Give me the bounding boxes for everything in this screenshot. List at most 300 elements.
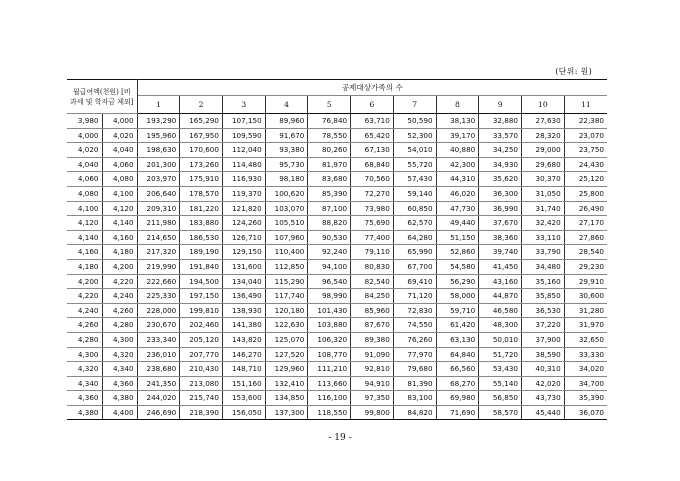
tax-amount-cell: 82,540: [351, 274, 394, 289]
table-row: [67, 128, 607, 143]
tax-amount-cell: 25,120: [564, 172, 607, 187]
income-to-cell: 4,280: [102, 318, 137, 333]
tax-amount-cell: 105,510: [265, 216, 308, 231]
tax-amount-cell: 191,840: [180, 259, 223, 274]
tax-amount-cell: 41,450: [479, 259, 522, 274]
tax-amount-cell: 207,770: [180, 347, 223, 362]
tax-amount-cell: 22,380: [564, 114, 607, 129]
tax-amount-cell: 58,570: [479, 405, 522, 420]
tax-amount-cell: 238,680: [137, 362, 180, 377]
table-row: [67, 332, 607, 347]
tax-amount-cell: 30,370: [521, 172, 564, 187]
income-to-cell: 4,080: [102, 172, 137, 187]
tax-amount-cell: 35,390: [564, 391, 607, 406]
tax-amount-cell: 87,670: [351, 318, 394, 333]
income-to-cell: 4,260: [102, 303, 137, 318]
tax-amount-cell: 132,410: [265, 376, 308, 391]
tax-amount-cell: 97,350: [351, 391, 394, 406]
table-row: [67, 216, 607, 231]
tax-amount-cell: 43,160: [479, 274, 522, 289]
dependents-header: 공제대상가족의 수: [137, 80, 607, 96]
tax-amount-cell: 28,320: [521, 128, 564, 143]
tax-amount-cell: 72,270: [351, 186, 394, 201]
income-from-cell: 4,000: [67, 128, 102, 143]
tax-amount-cell: 58,000: [436, 289, 479, 304]
family-count-header: 2: [180, 96, 223, 114]
tax-amount-cell: 197,150: [180, 289, 223, 304]
income-from-cell: 4,280: [67, 332, 102, 347]
table-row: [67, 230, 607, 245]
tax-amount-cell: 33,110: [521, 230, 564, 245]
tax-amount-cell: 115,290: [265, 274, 308, 289]
income-to-cell: 4,180: [102, 245, 137, 260]
page-number: - 19 -: [328, 433, 352, 443]
tax-amount-cell: 65,420: [351, 128, 394, 143]
tax-amount-cell: 60,850: [393, 201, 436, 216]
tax-amount-cell: 110,400: [265, 245, 308, 260]
tax-amount-cell: 175,910: [180, 172, 223, 187]
income-from-cell: 4,120: [67, 216, 102, 231]
table-row: [67, 274, 607, 289]
tax-amount-cell: 146,270: [222, 347, 265, 362]
income-from-cell: 4,240: [67, 303, 102, 318]
tax-amount-cell: 87,100: [308, 201, 351, 216]
tax-amount-cell: 69,980: [436, 391, 479, 406]
tax-amount-cell: 29,910: [564, 274, 607, 289]
tax-amount-cell: 83,680: [308, 172, 351, 187]
tax-amount-cell: 148,710: [222, 362, 265, 377]
tax-amount-cell: 100,620: [265, 186, 308, 201]
tax-amount-cell: 218,390: [180, 405, 223, 420]
tax-amount-cell: 64,280: [393, 230, 436, 245]
tax-amount-cell: 62,570: [393, 216, 436, 231]
tax-amount-cell: 124,260: [222, 216, 265, 231]
tax-amount-cell: 114,480: [222, 157, 265, 172]
table-row: [67, 405, 607, 420]
tax-amount-cell: 101,430: [308, 303, 351, 318]
income-to-cell: 4,320: [102, 347, 137, 362]
tax-amount-cell: 90,530: [308, 230, 351, 245]
tax-amount-cell: 189,190: [180, 245, 223, 260]
tax-amount-cell: 112,040: [222, 143, 265, 158]
table-row: [67, 289, 607, 304]
tax-amount-cell: 31,740: [521, 201, 564, 216]
tax-table: [67, 79, 607, 420]
tax-amount-cell: 79,110: [351, 245, 394, 260]
tax-amount-cell: 75,690: [351, 216, 394, 231]
tax-amount-cell: 77,400: [351, 230, 394, 245]
income-from-cell: 4,080: [67, 186, 102, 201]
tax-amount-cell: 54,010: [393, 143, 436, 158]
tax-amount-cell: 69,410: [393, 274, 436, 289]
tax-amount-cell: 47,730: [436, 201, 479, 216]
table-row: [67, 157, 607, 172]
family-count-header: 11: [564, 96, 607, 114]
tax-amount-cell: 236,010: [137, 347, 180, 362]
tax-amount-cell: 54,580: [436, 259, 479, 274]
tax-amount-cell: 95,730: [265, 157, 308, 172]
tax-amount-cell: 215,740: [180, 391, 223, 406]
tax-amount-cell: 84,250: [351, 289, 394, 304]
tax-amount-cell: 181,220: [180, 201, 223, 216]
tax-amount-cell: 78,550: [308, 128, 351, 143]
tax-amount-cell: 40,310: [521, 362, 564, 377]
tax-amount-cell: 49,440: [436, 216, 479, 231]
family-count-header: 10: [521, 96, 564, 114]
table-row: [67, 172, 607, 187]
family-count-header: 6: [351, 96, 394, 114]
tax-amount-cell: 167,950: [180, 128, 223, 143]
tax-amount-cell: 68,840: [351, 157, 394, 172]
tax-amount-cell: 40,880: [436, 143, 479, 158]
tax-amount-cell: 23,750: [564, 143, 607, 158]
table-row: [67, 201, 607, 216]
tax-amount-cell: 38,590: [521, 347, 564, 362]
tax-amount-cell: 96,540: [308, 274, 351, 289]
tax-amount-cell: 80,260: [308, 143, 351, 158]
family-count-header-row: [67, 96, 607, 114]
tax-amount-cell: 131,600: [222, 259, 265, 274]
tax-amount-cell: 85,960: [351, 303, 394, 318]
tax-amount-cell: 94,100: [308, 259, 351, 274]
income-from-cell: 4,220: [67, 289, 102, 304]
tax-amount-cell: 219,990: [137, 259, 180, 274]
tax-amount-cell: 38,360: [479, 230, 522, 245]
tax-amount-cell: 201,300: [137, 157, 180, 172]
tax-amount-cell: 119,370: [222, 186, 265, 201]
income-to-cell: 4,060: [102, 157, 137, 172]
tax-amount-cell: 29,680: [521, 157, 564, 172]
tax-amount-cell: 122,630: [265, 318, 308, 333]
income-from-cell: 4,300: [67, 347, 102, 362]
tax-amount-cell: 80,830: [351, 259, 394, 274]
tax-amount-cell: 44,310: [436, 172, 479, 187]
tax-amount-cell: 99,800: [351, 405, 394, 420]
income-from-cell: 4,060: [67, 172, 102, 187]
tax-amount-cell: 32,420: [521, 216, 564, 231]
tax-amount-cell: 125,070: [265, 332, 308, 347]
tax-amount-cell: 156,050: [222, 405, 265, 420]
tax-amount-cell: 233,340: [137, 332, 180, 347]
tax-amount-cell: 107,960: [265, 230, 308, 245]
table-row: [67, 303, 607, 318]
income-from-cell: 4,180: [67, 259, 102, 274]
tax-amount-cell: 34,700: [564, 376, 607, 391]
tax-amount-cell: 35,160: [521, 274, 564, 289]
tax-amount-cell: 121,820: [222, 201, 265, 216]
tax-amount-cell: 52,300: [393, 128, 436, 143]
tax-amount-cell: 113,660: [308, 376, 351, 391]
tax-amount-cell: 50,590: [393, 114, 436, 129]
tax-amount-cell: 193,290: [137, 114, 180, 129]
tax-amount-cell: 28,540: [564, 245, 607, 260]
tax-amount-cell: 27,170: [564, 216, 607, 231]
tax-amount-cell: 43,730: [521, 391, 564, 406]
tax-amount-cell: 137,300: [265, 405, 308, 420]
income-from-cell: 4,320: [67, 362, 102, 377]
tax-amount-cell: 46,020: [436, 186, 479, 201]
tax-amount-cell: 27,630: [521, 114, 564, 129]
tax-amount-cell: 31,970: [564, 318, 607, 333]
tax-amount-cell: 98,180: [265, 172, 308, 187]
tax-amount-cell: 33,570: [479, 128, 522, 143]
tax-amount-cell: 94,910: [351, 376, 394, 391]
tax-amount-cell: 33,330: [564, 347, 607, 362]
tax-amount-cell: 143,820: [222, 332, 265, 347]
tax-amount-cell: 246,690: [137, 405, 180, 420]
tax-amount-cell: 91,090: [351, 347, 394, 362]
tax-amount-cell: 206,640: [137, 186, 180, 201]
tax-amount-cell: 183,880: [180, 216, 223, 231]
tax-amount-cell: 81,970: [308, 157, 351, 172]
tax-amount-cell: 112,850: [265, 259, 308, 274]
table-body: [67, 114, 607, 420]
tax-amount-cell: 51,150: [436, 230, 479, 245]
table-row: [67, 143, 607, 158]
income-from-cell: 4,200: [67, 274, 102, 289]
tax-amount-cell: 57,430: [393, 172, 436, 187]
tax-amount-cell: 186,530: [180, 230, 223, 245]
tax-amount-cell: 34,930: [479, 157, 522, 172]
tax-amount-cell: 241,350: [137, 376, 180, 391]
tax-amount-cell: 134,040: [222, 274, 265, 289]
tax-amount-cell: 103,070: [265, 201, 308, 216]
tax-amount-cell: 138,930: [222, 303, 265, 318]
income-from-cell: 4,260: [67, 318, 102, 333]
family-count-header: 4: [265, 96, 308, 114]
income-to-cell: 4,240: [102, 289, 137, 304]
tax-amount-cell: 64,840: [436, 347, 479, 362]
tax-amount-cell: 230,670: [137, 318, 180, 333]
tax-amount-cell: 93,380: [265, 143, 308, 158]
tax-amount-cell: 27,860: [564, 230, 607, 245]
tax-amount-cell: 129,960: [265, 362, 308, 377]
tax-amount-cell: 217,320: [137, 245, 180, 260]
tax-amount-cell: 36,530: [521, 303, 564, 318]
tax-amount-cell: 50,010: [479, 332, 522, 347]
tax-amount-cell: 98,990: [308, 289, 351, 304]
income-to-cell: 4,160: [102, 230, 137, 245]
tax-amount-cell: 72,830: [393, 303, 436, 318]
income-to-cell: 4,220: [102, 274, 137, 289]
tax-amount-cell: 136,490: [222, 289, 265, 304]
income-from-cell: 3,980: [67, 114, 102, 129]
tax-amount-cell: 66,560: [436, 362, 479, 377]
tax-amount-cell: 120,180: [265, 303, 308, 318]
tax-amount-cell: 37,670: [479, 216, 522, 231]
tax-amount-cell: 205,120: [180, 332, 223, 347]
tax-amount-cell: 199,810: [180, 303, 223, 318]
tax-amount-cell: 36,070: [564, 405, 607, 420]
tax-amount-cell: 116,930: [222, 172, 265, 187]
tax-amount-cell: 24,430: [564, 157, 607, 172]
tax-amount-cell: 53,430: [479, 362, 522, 377]
income-from-cell: 4,100: [67, 201, 102, 216]
table-row: [67, 347, 607, 362]
income-from-cell: 4,140: [67, 230, 102, 245]
tax-amount-cell: 141,380: [222, 318, 265, 333]
income-to-cell: 4,360: [102, 376, 137, 391]
tax-amount-cell: 76,260: [393, 332, 436, 347]
tax-amount-cell: 106,320: [308, 332, 351, 347]
tax-amount-cell: 32,880: [479, 114, 522, 129]
tax-amount-cell: 35,850: [521, 289, 564, 304]
tax-amount-cell: 30,600: [564, 289, 607, 304]
tax-amount-cell: 65,990: [393, 245, 436, 260]
tax-amount-cell: 178,570: [180, 186, 223, 201]
income-to-cell: 4,020: [102, 128, 137, 143]
income-from-cell: 4,020: [67, 143, 102, 158]
income-to-cell: 4,100: [102, 186, 137, 201]
tax-amount-cell: 153,600: [222, 391, 265, 406]
tax-amount-cell: 213,080: [180, 376, 223, 391]
tax-amount-cell: 77,970: [393, 347, 436, 362]
income-to-cell: 4,340: [102, 362, 137, 377]
tax-amount-cell: 107,150: [222, 114, 265, 129]
tax-amount-cell: 44,870: [479, 289, 522, 304]
tax-amount-cell: 71,690: [436, 405, 479, 420]
tax-amount-cell: 195,960: [137, 128, 180, 143]
tax-amount-cell: 63,130: [436, 332, 479, 347]
tax-amount-cell: 165,290: [180, 114, 223, 129]
income-to-cell: 4,300: [102, 332, 137, 347]
tax-amount-cell: 48,300: [479, 318, 522, 333]
family-count-header: 8: [436, 96, 479, 114]
tax-amount-cell: 85,390: [308, 186, 351, 201]
tax-amount-cell: 31,050: [521, 186, 564, 201]
tax-amount-cell: 89,960: [265, 114, 308, 129]
income-to-cell: 4,120: [102, 201, 137, 216]
tax-amount-cell: 34,250: [479, 143, 522, 158]
tax-amount-cell: 151,160: [222, 376, 265, 391]
tax-amount-cell: 42,300: [436, 157, 479, 172]
tax-amount-cell: 31,280: [564, 303, 607, 318]
income-to-cell: 4,040: [102, 143, 137, 158]
table-row: [67, 391, 607, 406]
tax-amount-cell: 46,580: [479, 303, 522, 318]
tax-amount-cell: 111,210: [308, 362, 351, 377]
tax-amount-cell: 67,130: [351, 143, 394, 158]
tax-amount-cell: 70,560: [351, 172, 394, 187]
tax-amount-cell: 23,070: [564, 128, 607, 143]
table-row: [67, 259, 607, 274]
tax-amount-cell: 222,660: [137, 274, 180, 289]
tax-amount-cell: 29,230: [564, 259, 607, 274]
tax-amount-cell: 108,770: [308, 347, 351, 362]
tax-amount-cell: 79,680: [393, 362, 436, 377]
tax-amount-cell: 59,140: [393, 186, 436, 201]
tax-amount-cell: 39,740: [479, 245, 522, 260]
tax-amount-cell: 91,670: [265, 128, 308, 143]
tax-amount-cell: 39,170: [436, 128, 479, 143]
tax-amount-cell: 84,820: [393, 405, 436, 420]
tax-amount-cell: 170,600: [180, 143, 223, 158]
tax-amount-cell: 203,970: [137, 172, 180, 187]
tax-amount-cell: 244,020: [137, 391, 180, 406]
tax-amount-cell: 73,980: [351, 201, 394, 216]
family-count-header: 9: [479, 96, 522, 114]
tax-amount-cell: 83,100: [393, 391, 436, 406]
tax-amount-cell: 225,330: [137, 289, 180, 304]
income-from-cell: 4,040: [67, 157, 102, 172]
income-range-header: 월급여액(천원) [비과세 및 학자금 제외]: [67, 80, 137, 114]
income-to-cell: 4,200: [102, 259, 137, 274]
tax-amount-cell: 36,990: [479, 201, 522, 216]
tax-amount-cell: 228,000: [137, 303, 180, 318]
tax-amount-cell: 37,220: [521, 318, 564, 333]
income-to-cell: 4,140: [102, 216, 137, 231]
tax-amount-cell: 194,500: [180, 274, 223, 289]
tax-amount-cell: 173,260: [180, 157, 223, 172]
tax-amount-cell: 134,850: [265, 391, 308, 406]
tax-amount-cell: 32,650: [564, 332, 607, 347]
tax-amount-cell: 127,520: [265, 347, 308, 362]
tax-amount-cell: 34,020: [564, 362, 607, 377]
tax-amount-cell: 36,300: [479, 186, 522, 201]
tax-amount-cell: 42,020: [521, 376, 564, 391]
tax-amount-cell: 89,380: [351, 332, 394, 347]
tax-amount-cell: 45,440: [521, 405, 564, 420]
tax-amount-cell: 103,880: [308, 318, 351, 333]
tax-amount-cell: 67,700: [393, 259, 436, 274]
tax-amount-cell: 29,000: [521, 143, 564, 158]
tax-amount-cell: 209,310: [137, 201, 180, 216]
tax-amount-cell: 59,710: [436, 303, 479, 318]
income-to-cell: 4,380: [102, 391, 137, 406]
tax-amount-cell: 52,860: [436, 245, 479, 260]
tax-amount-cell: 202,460: [180, 318, 223, 333]
income-to-cell: 4,000: [102, 114, 137, 129]
tax-amount-cell: 210,430: [180, 362, 223, 377]
table-row: [67, 376, 607, 391]
tax-amount-cell: 126,710: [222, 230, 265, 245]
tax-amount-cell: 34,480: [521, 259, 564, 274]
tax-amount-cell: 76,840: [308, 114, 351, 129]
family-count-header: 5: [308, 96, 351, 114]
table-row: [67, 186, 607, 201]
tax-amount-cell: 214,650: [137, 230, 180, 245]
tax-amount-cell: 81,390: [393, 376, 436, 391]
income-from-cell: 4,380: [67, 405, 102, 420]
income-from-cell: 4,160: [67, 245, 102, 260]
tax-amount-cell: 38,130: [436, 114, 479, 129]
tax-amount-cell: 74,550: [393, 318, 436, 333]
tax-amount-cell: 118,550: [308, 405, 351, 420]
tax-amount-cell: 51,720: [479, 347, 522, 362]
family-count-header: 7: [393, 96, 436, 114]
tax-amount-cell: 211,980: [137, 216, 180, 231]
tax-amount-cell: 63,710: [351, 114, 394, 129]
table-row: [67, 318, 607, 333]
tax-amount-cell: 88,820: [308, 216, 351, 231]
tax-amount-cell: 61,420: [436, 318, 479, 333]
family-count-header: 1: [137, 96, 180, 114]
tax-amount-cell: 55,720: [393, 157, 436, 172]
tax-amount-cell: 129,150: [222, 245, 265, 260]
tax-amount-cell: 198,630: [137, 143, 180, 158]
unit-note: (단위: 원): [555, 67, 592, 76]
tax-amount-cell: 92,240: [308, 245, 351, 260]
tax-amount-cell: 55,140: [479, 376, 522, 391]
tax-amount-cell: 37,900: [521, 332, 564, 347]
tax-amount-cell: 33,790: [521, 245, 564, 260]
tax-amount-cell: 92,810: [351, 362, 394, 377]
table-row: [67, 114, 607, 129]
family-count-header: 3: [222, 96, 265, 114]
income-from-cell: 4,340: [67, 376, 102, 391]
tax-amount-cell: 71,120: [393, 289, 436, 304]
tax-amount-cell: 116,100: [308, 391, 351, 406]
